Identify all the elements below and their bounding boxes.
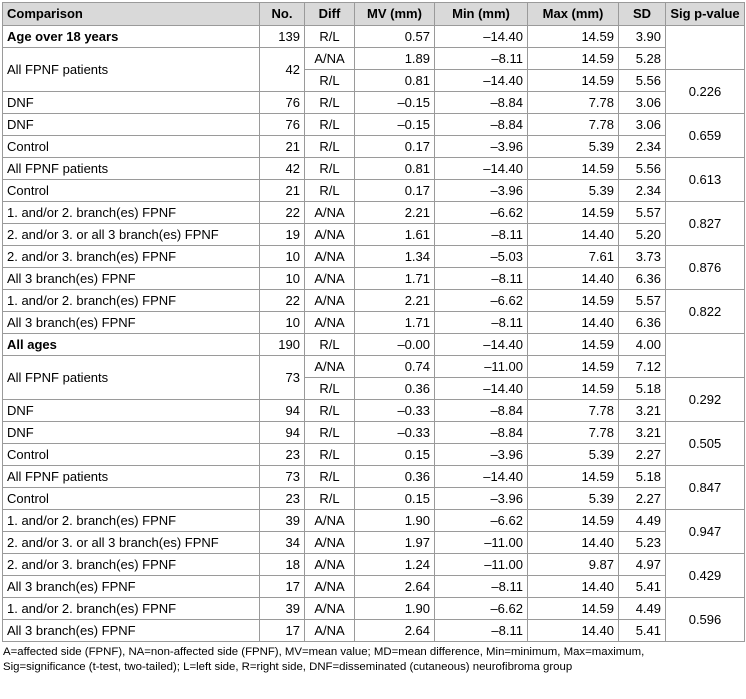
table-row (3, 180, 745, 202)
cell-sd: 5.57 (619, 290, 666, 312)
cell-diff: R/L (305, 180, 355, 202)
cell-mv: –0.15 (355, 92, 435, 114)
cell-comparison: DNF (3, 92, 260, 114)
cell-sig-pvalue: 0.596 (666, 598, 745, 642)
cell-max: 14.40 (528, 576, 619, 598)
cell-sig-empty (666, 26, 745, 70)
cell-mv: 0.15 (355, 488, 435, 510)
cell-mv: –0.00 (355, 334, 435, 356)
cell-max: 14.59 (528, 48, 619, 70)
cell-mv: 0.57 (355, 26, 435, 48)
cell-min: –14.40 (435, 334, 528, 356)
table-row (3, 114, 745, 136)
table-row (3, 532, 745, 554)
table-row (3, 598, 745, 620)
cell-diff: A/NA (305, 510, 355, 532)
cell-sd: 3.21 (619, 400, 666, 422)
cell-sd: 5.20 (619, 224, 666, 246)
cell-mv: 1.34 (355, 246, 435, 268)
cell-diff: A/NA (305, 246, 355, 268)
cell-comparison: DNF (3, 400, 260, 422)
table-row (3, 444, 745, 466)
header-comparison: Comparison (3, 3, 260, 26)
cell-min: –8.11 (435, 312, 528, 334)
cell-sig-pvalue: 0.292 (666, 378, 745, 422)
cell-min: –11.00 (435, 532, 528, 554)
cell-max: 5.39 (528, 444, 619, 466)
cell-diff: A/NA (305, 532, 355, 554)
cell-sig-pvalue: 0.226 (666, 70, 745, 114)
table-row (3, 290, 745, 312)
cell-diff: A/NA (305, 598, 355, 620)
cell-sd: 2.27 (619, 444, 666, 466)
cell-sd: 4.49 (619, 510, 666, 532)
cell-mv: 1.24 (355, 554, 435, 576)
cell-max: 14.40 (528, 224, 619, 246)
cell-min: –6.62 (435, 510, 528, 532)
footnote-line: A=affected side (FPNF), NA=non-affected side (FPNF), MV=mean value; MD=mean difference, Min=minimum, Max=maximum, (3, 646, 645, 658)
table-row (3, 48, 745, 70)
cell-comparison: 2. and/or 3. branch(es) FPNF (3, 246, 260, 268)
cell-max: 5.39 (528, 488, 619, 510)
table-row (3, 400, 745, 422)
cell-mv: 0.17 (355, 136, 435, 158)
cell-max: 14.59 (528, 70, 619, 92)
cell-no: 94 (260, 422, 305, 444)
cell-diff: A/NA (305, 312, 355, 334)
cell-min: –11.00 (435, 554, 528, 576)
cell-sd: 5.41 (619, 620, 666, 642)
table-row (3, 554, 745, 576)
cell-diff: A/NA (305, 290, 355, 312)
cell-sd: 5.57 (619, 202, 666, 224)
cell-mv: 0.81 (355, 158, 435, 180)
cell-max: 14.59 (528, 510, 619, 532)
cell-comparison: All FPNF patients (3, 356, 260, 400)
cell-no: 23 (260, 444, 305, 466)
table-row (3, 576, 745, 598)
cell-comparison: Control (3, 180, 260, 202)
cell-no: 34 (260, 532, 305, 554)
table-row (3, 26, 745, 48)
cell-diff: R/L (305, 136, 355, 158)
cell-min: –8.11 (435, 48, 528, 70)
cell-no: 73 (260, 356, 305, 400)
table-row (3, 92, 745, 114)
header-sig: Sig p-value (666, 3, 745, 26)
cell-no: 10 (260, 246, 305, 268)
table-row (3, 224, 745, 246)
cell-no: 18 (260, 554, 305, 576)
cell-mv: 2.64 (355, 620, 435, 642)
cell-sd: 3.21 (619, 422, 666, 444)
cell-sd: 2.27 (619, 488, 666, 510)
cell-min: –8.11 (435, 620, 528, 642)
cell-diff: A/NA (305, 554, 355, 576)
cell-min: –8.84 (435, 422, 528, 444)
cell-no: 23 (260, 488, 305, 510)
cell-sd: 3.06 (619, 92, 666, 114)
cell-comparison: Control (3, 488, 260, 510)
cell-diff: R/L (305, 378, 355, 400)
cell-sd: 3.06 (619, 114, 666, 136)
cell-mv: 1.89 (355, 48, 435, 70)
cell-min: –8.11 (435, 224, 528, 246)
cell-comparison: All FPNF patients (3, 48, 260, 92)
cell-diff: R/L (305, 466, 355, 488)
cell-mv: 2.64 (355, 576, 435, 598)
cell-min: –6.62 (435, 290, 528, 312)
cell-max: 7.78 (528, 114, 619, 136)
cell-min: –8.84 (435, 114, 528, 136)
cell-comparison: DNF (3, 114, 260, 136)
cell-diff: R/L (305, 488, 355, 510)
cell-no: 22 (260, 290, 305, 312)
header-sd: SD (619, 3, 666, 26)
cell-min: –3.96 (435, 488, 528, 510)
cell-mv: 0.36 (355, 466, 435, 488)
cell-max: 7.78 (528, 92, 619, 114)
cell-comparison: All FPNF patients (3, 158, 260, 180)
header-mv: MV (mm) (355, 3, 435, 26)
cell-mv: 0.15 (355, 444, 435, 466)
header-min: Min (mm) (435, 3, 528, 26)
cell-mv: 2.21 (355, 290, 435, 312)
table-row (3, 158, 745, 180)
cell-comparison: All 3 branch(es) FPNF (3, 312, 260, 334)
cell-diff: A/NA (305, 268, 355, 290)
footnote (2, 645, 744, 675)
cell-mv: 0.74 (355, 356, 435, 378)
cell-diff: R/L (305, 114, 355, 136)
cell-no: 19 (260, 224, 305, 246)
cell-no: 10 (260, 268, 305, 290)
cell-no: 76 (260, 92, 305, 114)
cell-mv: 0.17 (355, 180, 435, 202)
table-row (3, 246, 745, 268)
table-container (2, 2, 744, 675)
cell-sd: 5.41 (619, 576, 666, 598)
cell-diff: R/L (305, 400, 355, 422)
cell-sd: 4.97 (619, 554, 666, 576)
cell-min: –8.84 (435, 400, 528, 422)
cell-diff: R/L (305, 422, 355, 444)
cell-max: 14.59 (528, 158, 619, 180)
cell-diff: R/L (305, 92, 355, 114)
cell-min: –3.96 (435, 136, 528, 158)
cell-max: 7.78 (528, 422, 619, 444)
cell-no: 17 (260, 620, 305, 642)
cell-mv: 2.21 (355, 202, 435, 224)
cell-comparison: 1. and/or 2. branch(es) FPNF (3, 290, 260, 312)
header-no: No. (260, 3, 305, 26)
table-row (3, 136, 745, 158)
cell-comparison: 2. and/or 3. branch(es) FPNF (3, 554, 260, 576)
cell-no: 10 (260, 312, 305, 334)
cell-diff: A/NA (305, 48, 355, 70)
cell-max: 14.59 (528, 378, 619, 400)
cell-diff: A/NA (305, 202, 355, 224)
cell-mv: –0.33 (355, 422, 435, 444)
cell-max: 14.59 (528, 466, 619, 488)
cell-sd: 5.28 (619, 48, 666, 70)
cell-no: 94 (260, 400, 305, 422)
table-row (3, 510, 745, 532)
cell-max: 14.40 (528, 532, 619, 554)
cell-sd: 3.73 (619, 246, 666, 268)
cell-max: 14.40 (528, 312, 619, 334)
cell-sd: 3.90 (619, 26, 666, 48)
cell-diff: R/L (305, 26, 355, 48)
cell-mv: 1.61 (355, 224, 435, 246)
cell-max: 5.39 (528, 136, 619, 158)
cell-no: 42 (260, 48, 305, 92)
cell-comparison: 1. and/or 2. branch(es) FPNF (3, 202, 260, 224)
cell-comparison: All 3 branch(es) FPNF (3, 576, 260, 598)
cell-min: –6.62 (435, 598, 528, 620)
cell-comparison: All 3 branch(es) FPNF (3, 620, 260, 642)
cell-max: 14.59 (528, 26, 619, 48)
cell-no: 21 (260, 136, 305, 158)
cell-comparison: Control (3, 444, 260, 466)
cell-comparison: 1. and/or 2. branch(es) FPNF (3, 598, 260, 620)
cell-sig-pvalue: 0.847 (666, 466, 745, 510)
cell-max: 14.59 (528, 202, 619, 224)
cell-comparison: Age over 18 years (3, 26, 260, 48)
table-row (3, 334, 745, 356)
cell-min: –14.40 (435, 70, 528, 92)
cell-diff: R/L (305, 444, 355, 466)
cell-no: 39 (260, 598, 305, 620)
table-row (3, 356, 745, 378)
cell-sd: 5.18 (619, 378, 666, 400)
header-diff: Diff (305, 3, 355, 26)
cell-no: 39 (260, 510, 305, 532)
cell-sig-pvalue: 0.613 (666, 158, 745, 202)
table-row (3, 202, 745, 224)
cell-mv: 1.71 (355, 312, 435, 334)
cell-max: 14.59 (528, 290, 619, 312)
cell-min: –8.11 (435, 576, 528, 598)
cell-mv: 1.90 (355, 598, 435, 620)
cell-diff: A/NA (305, 356, 355, 378)
cell-sd: 4.49 (619, 598, 666, 620)
cell-min: –5.03 (435, 246, 528, 268)
cell-max: 14.40 (528, 620, 619, 642)
comparison-table (2, 2, 745, 642)
cell-mv: 1.97 (355, 532, 435, 554)
table-row (3, 268, 745, 290)
cell-no: 21 (260, 180, 305, 202)
cell-no: 17 (260, 576, 305, 598)
cell-diff: R/L (305, 158, 355, 180)
cell-sd: 4.00 (619, 334, 666, 356)
cell-comparison: DNF (3, 422, 260, 444)
cell-mv: 1.90 (355, 510, 435, 532)
cell-sd: 2.34 (619, 136, 666, 158)
cell-no: 42 (260, 158, 305, 180)
cell-comparison: Control (3, 136, 260, 158)
table-row (3, 466, 745, 488)
cell-sd: 7.12 (619, 356, 666, 378)
cell-max: 14.59 (528, 598, 619, 620)
cell-comparison: All FPNF patients (3, 466, 260, 488)
cell-sig-pvalue: 0.429 (666, 554, 745, 598)
cell-sig-pvalue: 0.659 (666, 114, 745, 158)
cell-min: –3.96 (435, 444, 528, 466)
cell-sd: 6.36 (619, 268, 666, 290)
cell-no: 73 (260, 466, 305, 488)
cell-mv: –0.33 (355, 400, 435, 422)
table-row (3, 312, 745, 334)
cell-comparison: 2. and/or 3. or all 3 branch(es) FPNF (3, 224, 260, 246)
cell-comparison: All 3 branch(es) FPNF (3, 268, 260, 290)
cell-diff: R/L (305, 70, 355, 92)
cell-comparison: All ages (3, 334, 260, 356)
cell-diff: A/NA (305, 620, 355, 642)
cell-min: –14.40 (435, 466, 528, 488)
cell-min: –8.11 (435, 268, 528, 290)
cell-max: 14.40 (528, 268, 619, 290)
cell-min: –11.00 (435, 356, 528, 378)
cell-min: –3.96 (435, 180, 528, 202)
cell-no: 139 (260, 26, 305, 48)
cell-sig-pvalue: 0.876 (666, 246, 745, 290)
cell-max: 14.59 (528, 356, 619, 378)
table-row (3, 488, 745, 510)
table-row (3, 620, 745, 642)
cell-min: –8.84 (435, 92, 528, 114)
cell-sig-pvalue: 0.505 (666, 422, 745, 466)
cell-min: –6.62 (435, 202, 528, 224)
cell-no: 190 (260, 334, 305, 356)
header-row (3, 3, 745, 26)
cell-comparison: 1. and/or 2. branch(es) FPNF (3, 510, 260, 532)
cell-max: 5.39 (528, 180, 619, 202)
cell-sd: 6.36 (619, 312, 666, 334)
cell-max: 14.59 (528, 334, 619, 356)
cell-mv: 0.81 (355, 70, 435, 92)
cell-mv: –0.15 (355, 114, 435, 136)
cell-min: –14.40 (435, 378, 528, 400)
cell-diff: A/NA (305, 224, 355, 246)
cell-mv: 1.71 (355, 268, 435, 290)
cell-sd: 5.23 (619, 532, 666, 554)
cell-sd: 2.34 (619, 180, 666, 202)
cell-max: 9.87 (528, 554, 619, 576)
cell-max: 7.61 (528, 246, 619, 268)
cell-no: 22 (260, 202, 305, 224)
cell-sd: 5.56 (619, 70, 666, 92)
header-max: Max (mm) (528, 3, 619, 26)
footnote-line: Sig=significance (t-test, two-tailed); L=left side, R=right side, DNF=disseminated (cutaneous) neurofibroma group (3, 661, 573, 673)
cell-max: 7.78 (528, 400, 619, 422)
cell-mv: 0.36 (355, 378, 435, 400)
cell-sig-pvalue: 0.947 (666, 510, 745, 554)
table-row (3, 422, 745, 444)
cell-sig-empty (666, 334, 745, 378)
cell-diff: R/L (305, 334, 355, 356)
cell-sig-pvalue: 0.827 (666, 202, 745, 246)
cell-sd: 5.56 (619, 158, 666, 180)
cell-min: –14.40 (435, 26, 528, 48)
cell-comparison: 2. and/or 3. or all 3 branch(es) FPNF (3, 532, 260, 554)
table-body (3, 26, 745, 642)
cell-sig-pvalue: 0.822 (666, 290, 745, 334)
cell-min: –14.40 (435, 158, 528, 180)
cell-sd: 5.18 (619, 466, 666, 488)
cell-no: 76 (260, 114, 305, 136)
cell-diff: A/NA (305, 576, 355, 598)
